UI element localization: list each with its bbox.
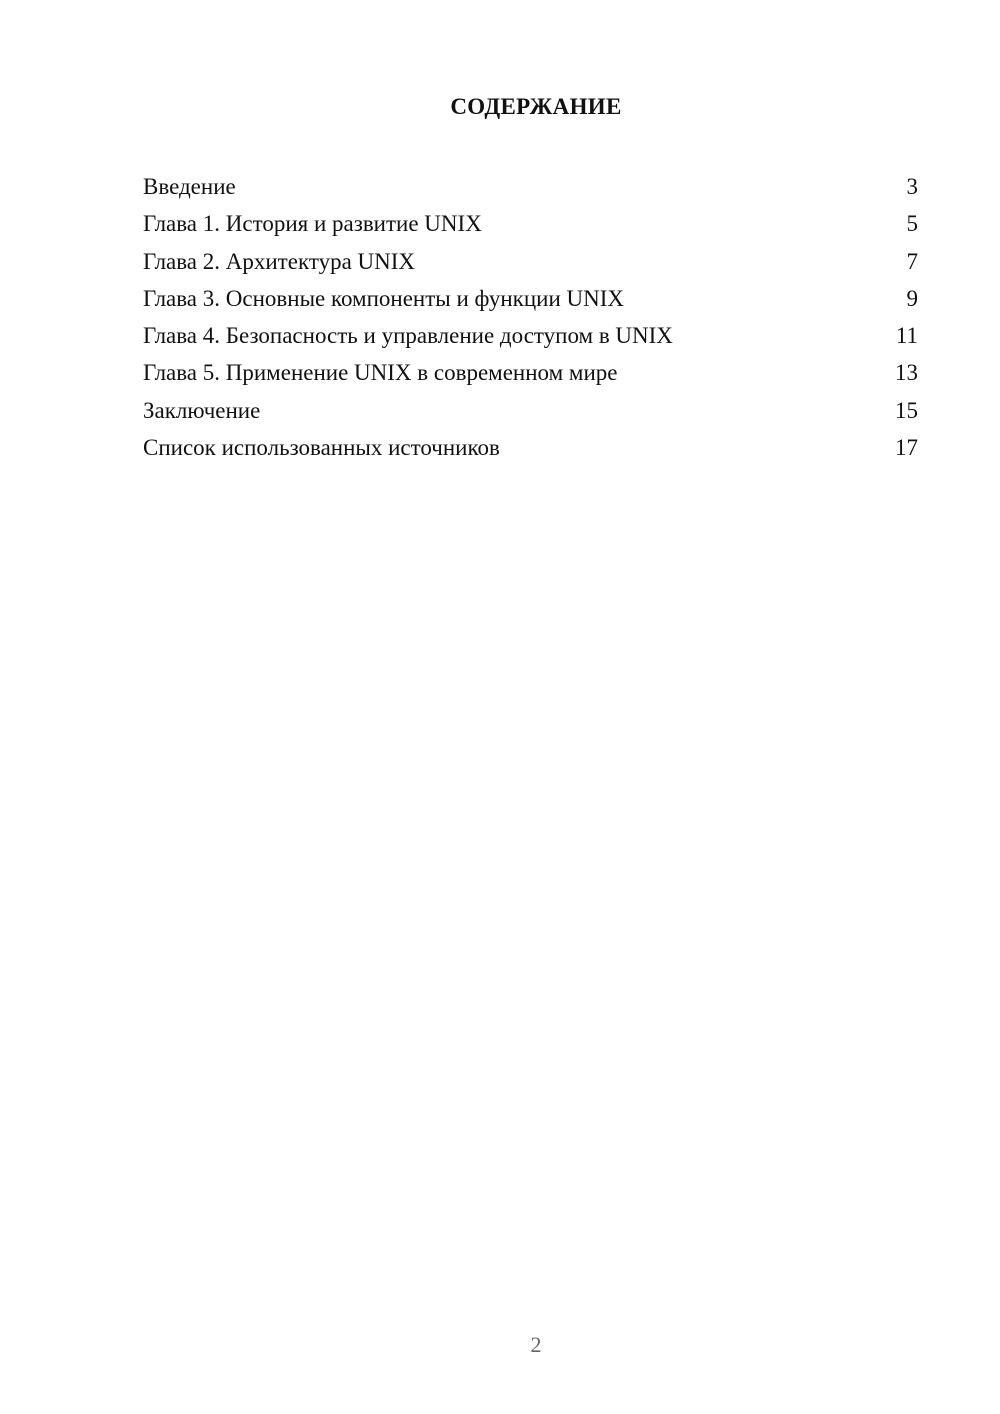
page-number: 2: [530, 1332, 542, 1357]
toc-entry-introduction[interactable]: [143, 168, 918, 205]
page-title: СОДЕРЖАНИЕ: [450, 94, 622, 119]
toc-entry-page: 3: [906, 174, 918, 199]
toc-entry-page: 7: [906, 248, 918, 274]
toc-entry-label: Глава 5. Применение UNIX в современном мире: [143, 360, 618, 386]
toc-entry-label: Заключение: [143, 397, 261, 423]
toc-entry-label: Глава 2. Архитектура UNIX: [143, 248, 416, 274]
toc-entry-label: Глава 1. История и развитие UNIX: [143, 211, 482, 237]
toc-entry-page: 11: [895, 323, 918, 349]
toc-entry-page: 9: [906, 285, 918, 311]
toc-entry-chapter-4[interactable]: [143, 317, 918, 354]
toc-entry-references[interactable]: [143, 429, 918, 466]
toc-entry-label: Глава 3. Основные компоненты и функции UNIX: [143, 285, 625, 311]
toc-entry-chapter-2[interactable]: [143, 243, 918, 280]
toc-entry-page: 5: [906, 211, 918, 237]
table-of-contents: [143, 168, 918, 466]
toc-entry-label: Глава 4. Безопасность и управление доступом в UNIX: [143, 323, 673, 349]
toc-entry-page: 15: [895, 397, 918, 423]
toc-entry-chapter-1[interactable]: [143, 205, 918, 242]
toc-entry-page: 17: [895, 435, 918, 461]
toc-entry-page: 13: [895, 360, 918, 386]
toc-entry-label: Введение: [143, 174, 236, 199]
toc-entry-chapter-5[interactable]: [143, 354, 918, 391]
toc-entry-chapter-3[interactable]: [143, 280, 918, 317]
toc-entry-label: Список использованных источников: [143, 435, 500, 461]
toc-entry-conclusion[interactable]: [143, 392, 918, 429]
